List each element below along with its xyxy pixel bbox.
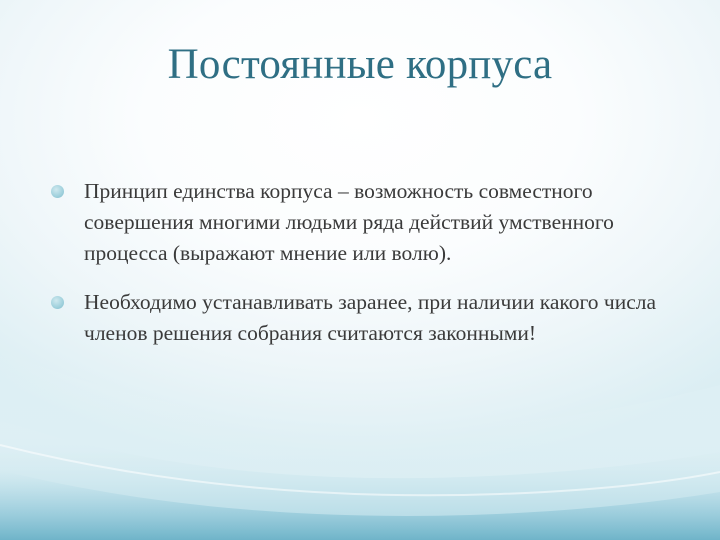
bullet-item-2 [48, 287, 688, 349]
bullet-text-1: Принцип единства корпуса – возможность совместного совершения многими людьми ряда действий умственного процесса (выражают мнение или волю). [84, 179, 614, 265]
bullet-text-2: Необходимо устанавливать заранее, при наличии какого числа членов решения собрания считаются законными! [84, 290, 657, 345]
slide-title: Постоянные корпуса [167, 41, 553, 88]
bullet-dot-icon [51, 185, 64, 198]
bullet-dot-icon [51, 296, 64, 309]
bullet-list [48, 176, 688, 367]
bullet-item-1 [48, 176, 688, 269]
